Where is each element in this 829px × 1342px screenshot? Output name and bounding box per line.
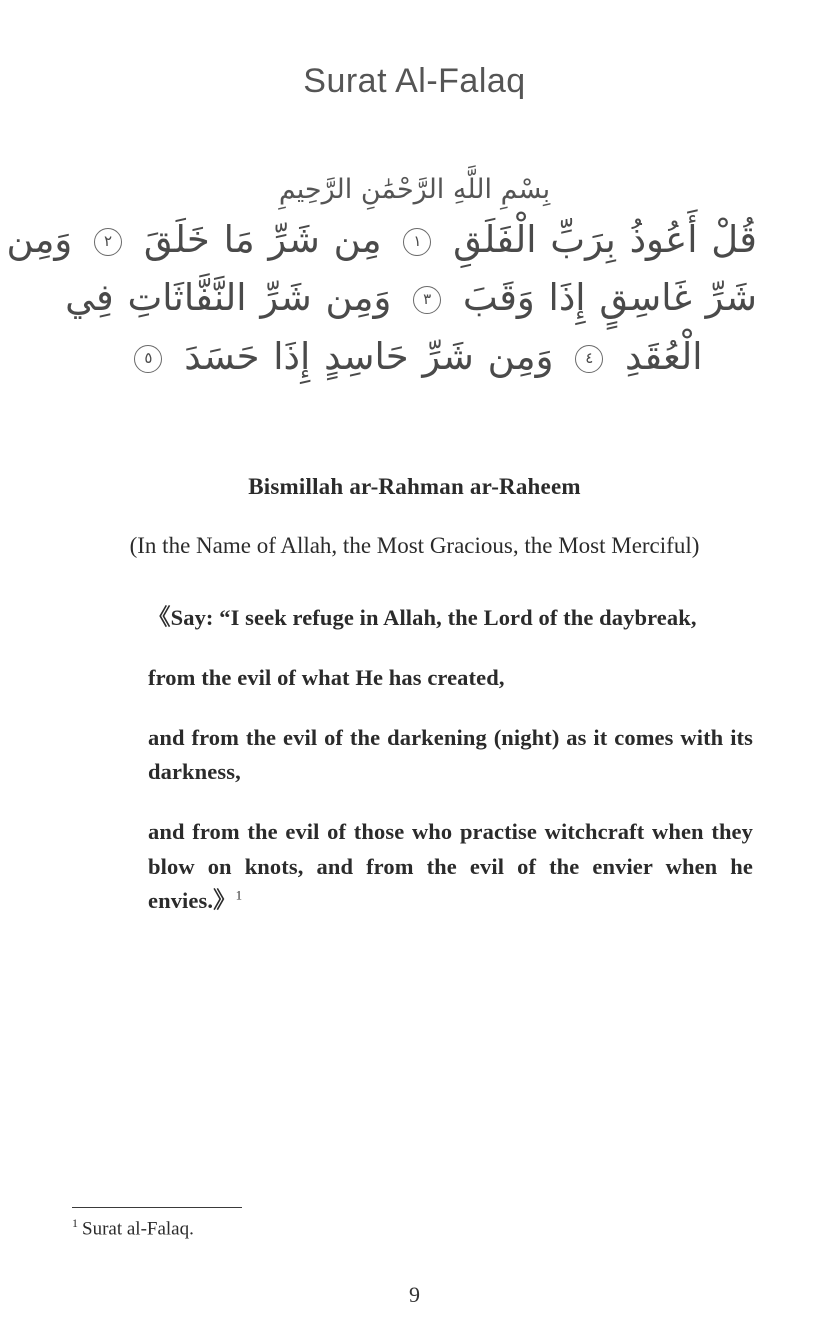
ayah-marker-1: ١ (403, 228, 431, 256)
arabic-line-2 (65, 269, 757, 327)
ayah-marker-2: ٢ (94, 228, 122, 256)
verse-translation-block (72, 601, 757, 918)
arabic-line-1 (6, 211, 757, 269)
verse-paragraph-4-text: and from the evil of those who practise witchcraft when they blow on knots, and from the evil of the envier when he envies.》 (148, 819, 753, 913)
footnote-text: Surat al-Falaq. (82, 1218, 194, 1240)
ayah-marker-3: ٣ (413, 286, 441, 314)
document-page (0, 62, 829, 1342)
arabic-line-3 (72, 328, 757, 386)
page-number: 9 (409, 1282, 420, 1307)
ayah-marker-4: ٤ (575, 345, 603, 373)
verse-paragraph-2: from the evil of what He has created, (148, 664, 505, 690)
arabic-basmala: بِسْمِ اللَّهِ الرَّحْمَٰنِ الرَّحِيمِ (278, 174, 551, 205)
arabic-ayat (6, 211, 757, 386)
verse-paragraph-1: 《Say: “I seek refuge in Allah, the Lord of the daybreak, (148, 604, 697, 630)
arabic-line-3-part-1: الْعُقَدِ (624, 334, 703, 378)
footnote-marker: 1 (72, 1215, 78, 1230)
footnote-divider (72, 1207, 242, 1208)
footnote-area (72, 1207, 757, 1242)
arabic-line-1-part-3: وَمِن (6, 217, 73, 261)
bismillah-transliteration: Bismillah ar-Rahman ar-Raheem (248, 474, 581, 500)
arabic-line-2-part-1: شَرِّ غَاسِقٍ إِذَا وَقَبَ (462, 276, 757, 320)
arabic-line-2-part-2: وَمِن شَرِّ النَّفَّاثَاتِ فِي (65, 276, 392, 320)
arabic-line-1-part-1: قُلْ أَعُوذُ بِرَبِّ الْفَلَقِ (453, 217, 757, 261)
footnote-reference[interactable]: 1 (235, 887, 243, 903)
arabic-line-3-part-2: وَمِن شَرِّ حَاسِدٍ إِذَا حَسَدَ (184, 334, 554, 378)
verse-paragraph-3: and from the evil of the darkening (night) as it comes with its darkness, (148, 725, 753, 785)
bismillah-meaning: (In the Name of Allah, the Most Gracious, the Most Merciful) (129, 533, 700, 559)
ayah-marker-5: ٥ (134, 345, 162, 373)
page-title: Surat Al-Falaq (303, 62, 526, 100)
arabic-quran-block (6, 174, 757, 386)
verse-paragraph-4 (148, 815, 753, 918)
arabic-line-1-part-2: مِن شَرِّ مَا خَلَقَ (143, 217, 382, 261)
footnote (72, 1216, 757, 1242)
